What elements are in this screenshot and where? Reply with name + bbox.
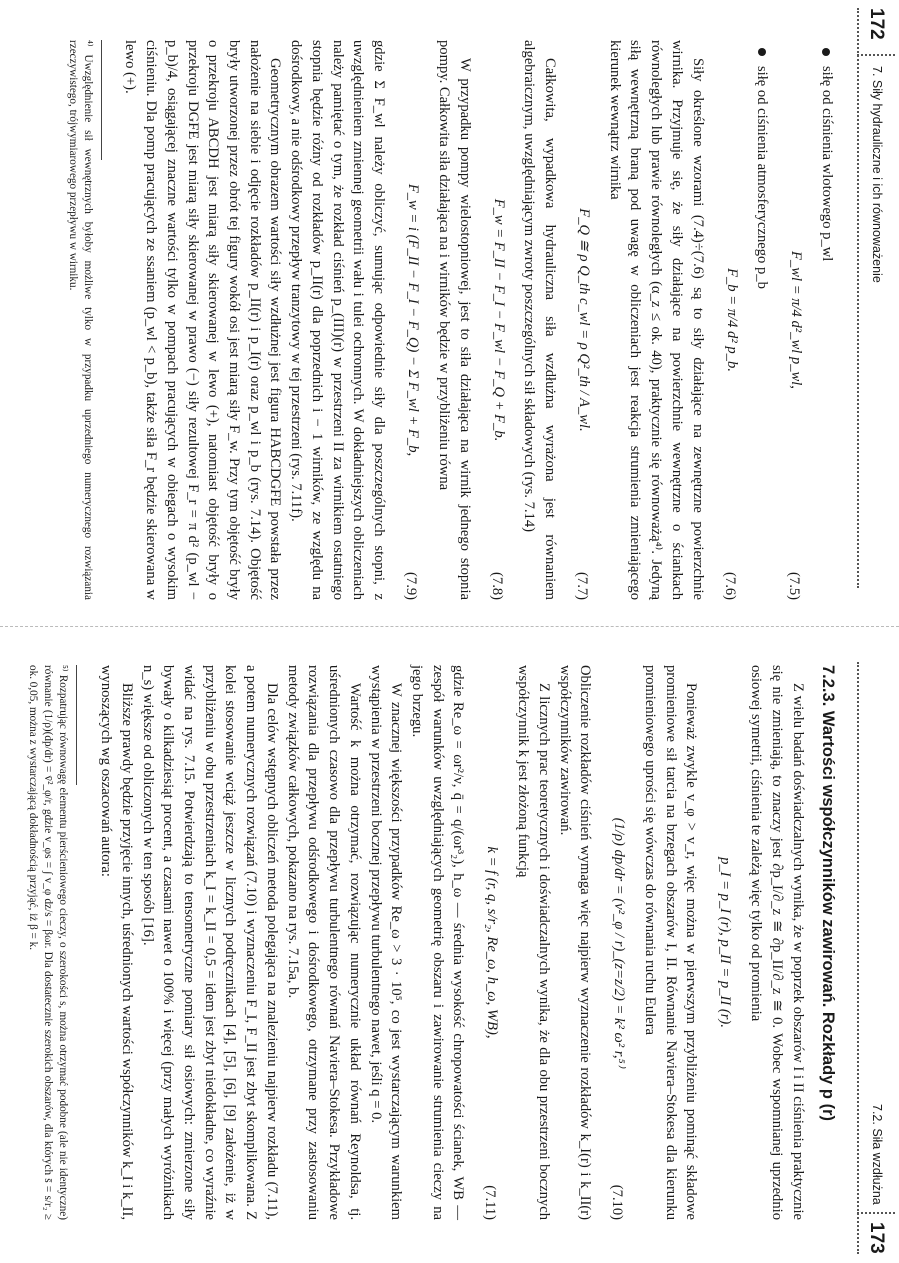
equation-7-7: F_Q ≅ ρ Q_th c_wl = ρ Q²_th / A_wl. (7.7) bbox=[573, 208, 592, 600]
paragraph: Wartość k można otrzymać, rozwiązując numerycznie układ równań Reynoldsa, tj. uśrednionych czasowo dla przepływu turbulentnego równań Naviera–Stokesa. Przykładowe rozwiązania dla przepływu odśrodkowego i dośrodkowego, otrzymane przy zastosowaniu metody związków całkowych, pokazano na rys. 7.15a, b. bbox=[284, 665, 363, 1220]
paragraph: Całkowita, wypadkowa hydrauliczna siła wzdłużna wyrażona jest równaniem algebraicznym, uwzględniającym zwroty poszczególnych sił składowych (rys. 7.14) bbox=[521, 40, 558, 600]
equation-7-8: F_w = F_II − F_I − F_wl − F_Q + F_b. (7.8) bbox=[488, 198, 507, 600]
page-header bbox=[851, 0, 899, 1263]
footnote: ⁵⁾ Rozpatrując równowagę elementu pierścieniowego cieczy, o szerokości s, można otrzymać podobne (ale nie identyczne) równanie (1/ρ)(dp/dr) = v̄²_φ/r, gdzie v_φs = ∫ v_φ dz/s = βωr. Dla dostatecznie szerokich obszarów, dla których s̄ = s/r₂ ≥ ok. 0,05, można z wystarczającą dokładnością przyjąć, iż β = k. bbox=[27, 665, 70, 1220]
equation-7-11: k = f (r, q, s/r₂, Re_ω, h_ω, WB), (7.11) bbox=[482, 846, 501, 1220]
paragraph: Z licznych prac teoretycznych i doświadczalnych wynika, że dla obu przestrzeni bocznych współczynnik k jest złożoną funkcją bbox=[515, 665, 552, 1220]
bullet-icon bbox=[758, 48, 766, 56]
paragraph: gdzie Σ F_wl należy obliczyć, sumując odpowiednie siły dla poszczególnych stopni, z uwzględnieniem zmiennej geometrii wału i tulei ochronnych. W dokładniejszych obliczeniach należy pamiętać o tym, że rozkład ciśnień p_(III)(r) w przestrzeni II za wirnikiem ostatniego stopnia będzie różny od rozkładów p_II(r) dla poprzednich i − 1 wirników, ze względu na dośrodkowy, a nie odśrodkowy przepływ tranzytowy w tej przestrzeni (rys. 7.11f). bbox=[288, 40, 388, 600]
left-page-number: 172 bbox=[866, 8, 887, 40]
list-item: siłę od ciśnienia wlotowego p_wl bbox=[816, 48, 837, 600]
left-running-title: 7. Siły hydrauliczne i ich równoważenie bbox=[870, 66, 884, 283]
footnote-divider bbox=[76, 665, 77, 785]
equation-7-6: F_b = π/4 d² p_b. (7.6) bbox=[721, 268, 740, 600]
right-header-rule bbox=[857, 662, 859, 1254]
equation-7-9: F_w = i (F_II − F_I − F_Q) − Σ F_wl + F_b, (7.9) bbox=[403, 183, 422, 600]
paragraph: Obliczenie rozkładów ciśnień wymaga więc najpierw wyznaczenie rozkładów k_I(r) i k_II(r) współczynników zawirowań. bbox=[556, 665, 594, 1220]
paragraph: Bliższe prawdy będzie przyjęcie innych, uśrednionych wartości współczynników k_I i k_II, wynoszących wg oszacowań autora: bbox=[98, 665, 135, 1220]
paragraph: W znacznej większości przypadków Re_ω > 3 · 10⁵, co jest wystarczającym warunkiem wystąpienia w przestrzeni bocznej przepływu turbulentnego nawet, jeśli q = 0. bbox=[367, 665, 405, 1220]
header-divider bbox=[857, 1212, 895, 1214]
equation-7-5: F_wl = π/4 d²_wl p_wl, (7.5) bbox=[786, 251, 805, 600]
list-item: siłę od ciśnienia atmosferycznego p_b bbox=[752, 48, 773, 600]
section-title: 7.2.3. Wartości współczynników zawirowań. Rozkłady p (r) bbox=[819, 665, 837, 1121]
paragraph: gdzie Re_ω = ωr²/ν, q̄ = q/(ωr³₂), h_ω — średnia wysokość chropowatości ścianek, WB — zespół warunków uwzględniających geometrię obszaru i zawirowanie strumienia cieczy na jego brzegu. bbox=[408, 665, 467, 1220]
left-page-body bbox=[65, 40, 841, 600]
paragraph: Dla celów wstępnych obliczeń metoda polegająca na znalezieniu najpierw rozkładu (7.11), a potem numerycznych rozwiązań (7.10) i wyznaczeniu F_I, F_II jest zbyt skomplikowana. Z kolei stosowanie wciąż jeszcze w licznych podręcznikach [4], [5], [6], [9] założenie, iż w przybliżeniu w obu przestrzeniach k_I = k_II = 0,5 = idem jest zbyt niedokładne, co wyraźnie widać na rys. 7.15. Potwierdzają to tensometryczne pomiary sił osiowych: zmierzone siły bywały o kilkadziesiąt procent, a czasami nawet o 100% i więcej (przy małych wyróżnikach n_s) większe od obliczonych w ten sposób [16]. bbox=[139, 665, 280, 1220]
paragraph: Ponieważ zwykle v_φ > v_r, więc można w pierwszym przybliżeniu pominąć składowe promieniowe sił tarcia na brzegach obszarów I, II. Równanie Naviera–Stokesa dla kierunku promieniowego uprości się wówczas do równania ruchu Eulera bbox=[641, 665, 700, 1220]
page-fold bbox=[0, 626, 899, 627]
equation-7-10: (1/ρ) dp/dr = (v²_φ / r)_(z=z/2) = k² ω² r,⁵⁾ (7.10) bbox=[609, 817, 628, 1220]
paragraph: Siły określone wzorami (7.4)÷(7.6) są to siły działające na zewnętrzne powierzchnie wirnika. Przyjmuje się, że siły działające na powierzchnie wewnętrzne o ściankach równoległych lub prawie równoległych (α_z ≤ ok. 40), praktycznie się równoważą⁴⁾. Jedyną siłą wewnętrzną braną pod uwagę w obliczeniach jest reakcja strumienia zmieniającego kierunek wewnątrz wirnika bbox=[606, 40, 706, 600]
paragraph: W przypadku pompy wielostopniowej, jest to siła działająca na wirnik jednego stopnia pompy. Całkowita siła działająca na i wirników będzie w przybliżeniu równa bbox=[435, 40, 473, 600]
right-page-body bbox=[25, 665, 841, 1220]
left-header-rule bbox=[857, 8, 859, 588]
paragraph: Geometrycznym obrazem wartości siły wzdłużnej jest figura HABCDGFE powstała przez nałożenie na siebie i odjęcie rozkładów p_II(r) i p_I(r) oraz p_wl i p_b (rys. 7.14). Objętość bryły utworzonej przez obrót tej figury wokół osi jest miarą siły F_w. Przy tym objętość bryły o przekroju ABCDH jest miarą siły skierowanej w lewo (+), natomiast objętość bryły o przekroju DGFE jest miarą siły skierowanej w prawo (−) siły rezultowej F_r = π d² (p_wl − p_b)/4, osiągającej znaczne wartości tylko w pompach pracujących w obiegach o wysokim ciśnieniu. Dla pomp pracujących ze ssaniem (p_wl < p_b), także siła F_r będzie skierowana w lewo (+). bbox=[122, 40, 284, 600]
paragraph: Z wielu badań doświadczalnych wynika, że w poprzek obszarów I i II ciśnienia praktycznie się nie zmieniają, to znaczy jest ∂p_I/∂_z ≅ ∂p_II/∂_z ≅ 0. Wobec wspomnianej uprzednio osiowej symetrii, ciśnienia te zależą więc tylko od promienia bbox=[748, 665, 806, 1220]
bullet-icon bbox=[822, 48, 830, 56]
header-divider bbox=[857, 54, 895, 56]
footnote: ⁴⁾ Uwzględnienie sił wewnętrznych byłoby możliwe tylko w przypadku uprzedniego numerycznego rozwiązania rzeczywistego, trójwymiarowego przepływu w wirniku. bbox=[66, 40, 94, 600]
right-running-title: 7.2. Siła wzdłużna bbox=[870, 1104, 884, 1205]
footnote-divider bbox=[101, 40, 102, 160]
equation-p-distribution: p_I = p_I (r), p_II = p_II (r). bbox=[717, 857, 734, 1028]
right-page-number: 173 bbox=[866, 1222, 887, 1254]
